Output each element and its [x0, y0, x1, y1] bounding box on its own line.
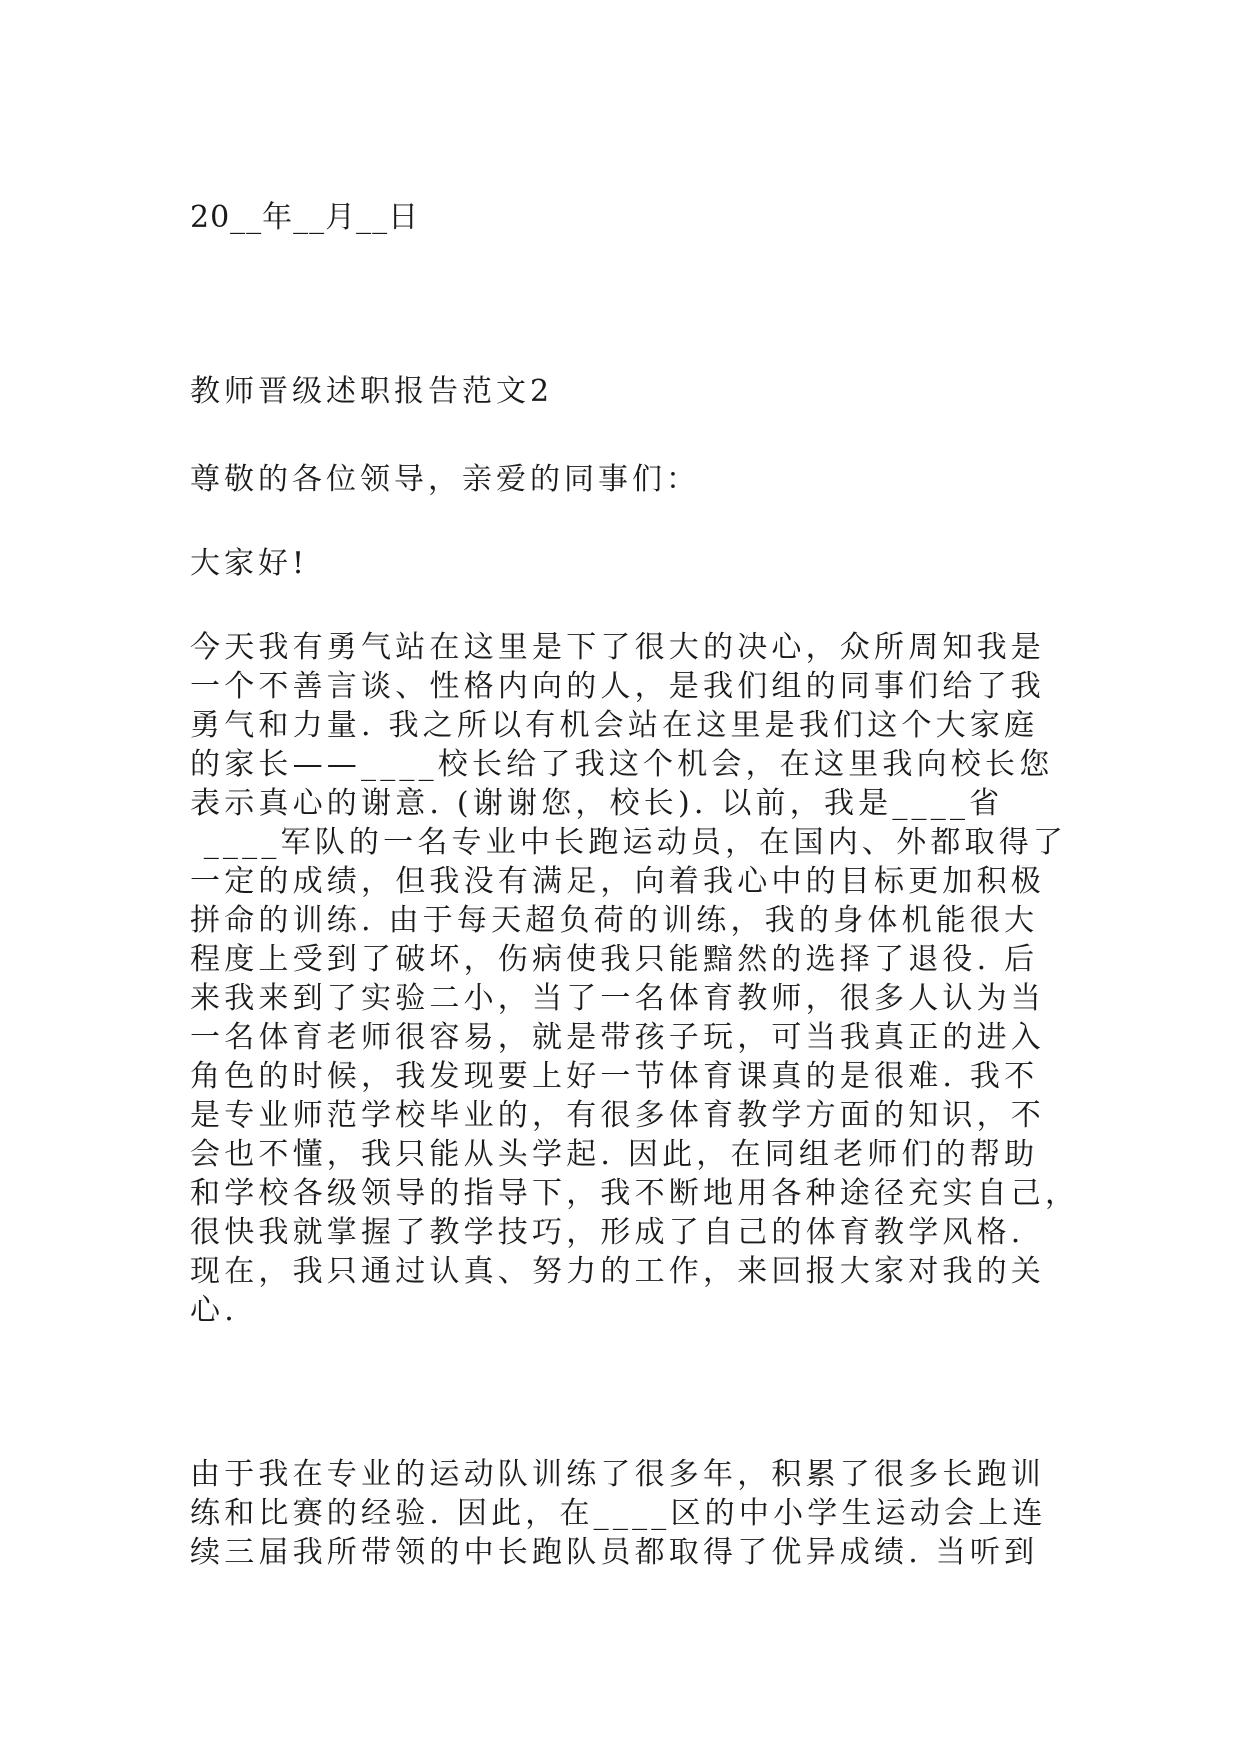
paragraph-line: 由于我在专业的运动队训练了很多年，积累了很多长跑训 — [190, 1457, 1045, 1492]
paragraph-line: 程度上受到了破坏，伤病使我只能黯然的选择了退役. 后 — [190, 942, 1039, 977]
paragraph-line: 勇气和力量. 我之所以有机会站在这里是我们这个大家庭 — [190, 708, 1039, 743]
paragraph-line: 的家长——____校长给了我这个机会，在这里我向校长您 — [190, 747, 1054, 782]
paragraph-line: 现在，我只通过认真、努力的工作，来回报大家对我的关 — [190, 1254, 1045, 1289]
paragraph-line: 今天我有勇气站在这里是下了很大的决心，众所周知我是 — [190, 630, 1045, 665]
paragraph-line: 表示真心的谢意. (谢谢您，校长). 以前，我是____省 — [190, 786, 1004, 821]
paragraph-line: 心. — [190, 1293, 238, 1328]
paragraph-line: 来我来到了实验二小，当了一名体育教师，很多人认为当 — [190, 981, 1045, 1016]
paragraph-line: 一名体育老师很容易，就是带孩子玩，可当我真正的进入 — [190, 1020, 1045, 1055]
paragraph-line: 很快我就掌握了教学技巧，形成了自己的体育教学风格. — [190, 1215, 1025, 1250]
paragraph-line: 拼命的训练. 由于每天超负荷的训练，我的身体机能很大 — [190, 903, 1039, 938]
paragraph-line: 一个不善言谈、性格内向的人，是我们组的同事们给了我 — [190, 669, 1045, 704]
paragraph-line: 会也不懂，我只能从头学起. 因此，在同组老师们的帮助 — [190, 1137, 1039, 1172]
body-paragraph-1 — [190, 628, 1080, 1330]
paragraph-line: 是专业师范学校毕业的，有很多体育教学方面的知识，不 — [190, 1098, 1045, 1133]
document-title: 教师晋级述职报告范文2 — [190, 374, 554, 409]
date-line: 20__年__月__日 — [190, 200, 420, 235]
paragraph-line: 角色的时候，我发现要上好一节体育课真的是很难. 我不 — [190, 1059, 1039, 1094]
body-paragraph-2 — [190, 1455, 1070, 1572]
greeting: 大家好! — [190, 546, 309, 581]
salutation: 尊敬的各位领导，亲爱的同事们： — [190, 462, 700, 497]
paragraph-line: ____军队的一名专业中长跑运动员，在国内、外都取得了 — [190, 825, 1068, 860]
paragraph-line: 一定的成绩，但我没有满足，向着我心中的目标更加积极 — [190, 864, 1045, 899]
paragraph-line: 和学校各级领导的指导下，我不断地用各种途径充实自己， — [190, 1176, 1080, 1211]
paragraph-line: 续三届我所带领的中长跑队员都取得了优异成绩. 当听到 — [190, 1535, 1039, 1570]
paragraph-line: 练和比赛的经验. 因此，在____区的中小学生运动会上连 — [190, 1496, 1047, 1531]
